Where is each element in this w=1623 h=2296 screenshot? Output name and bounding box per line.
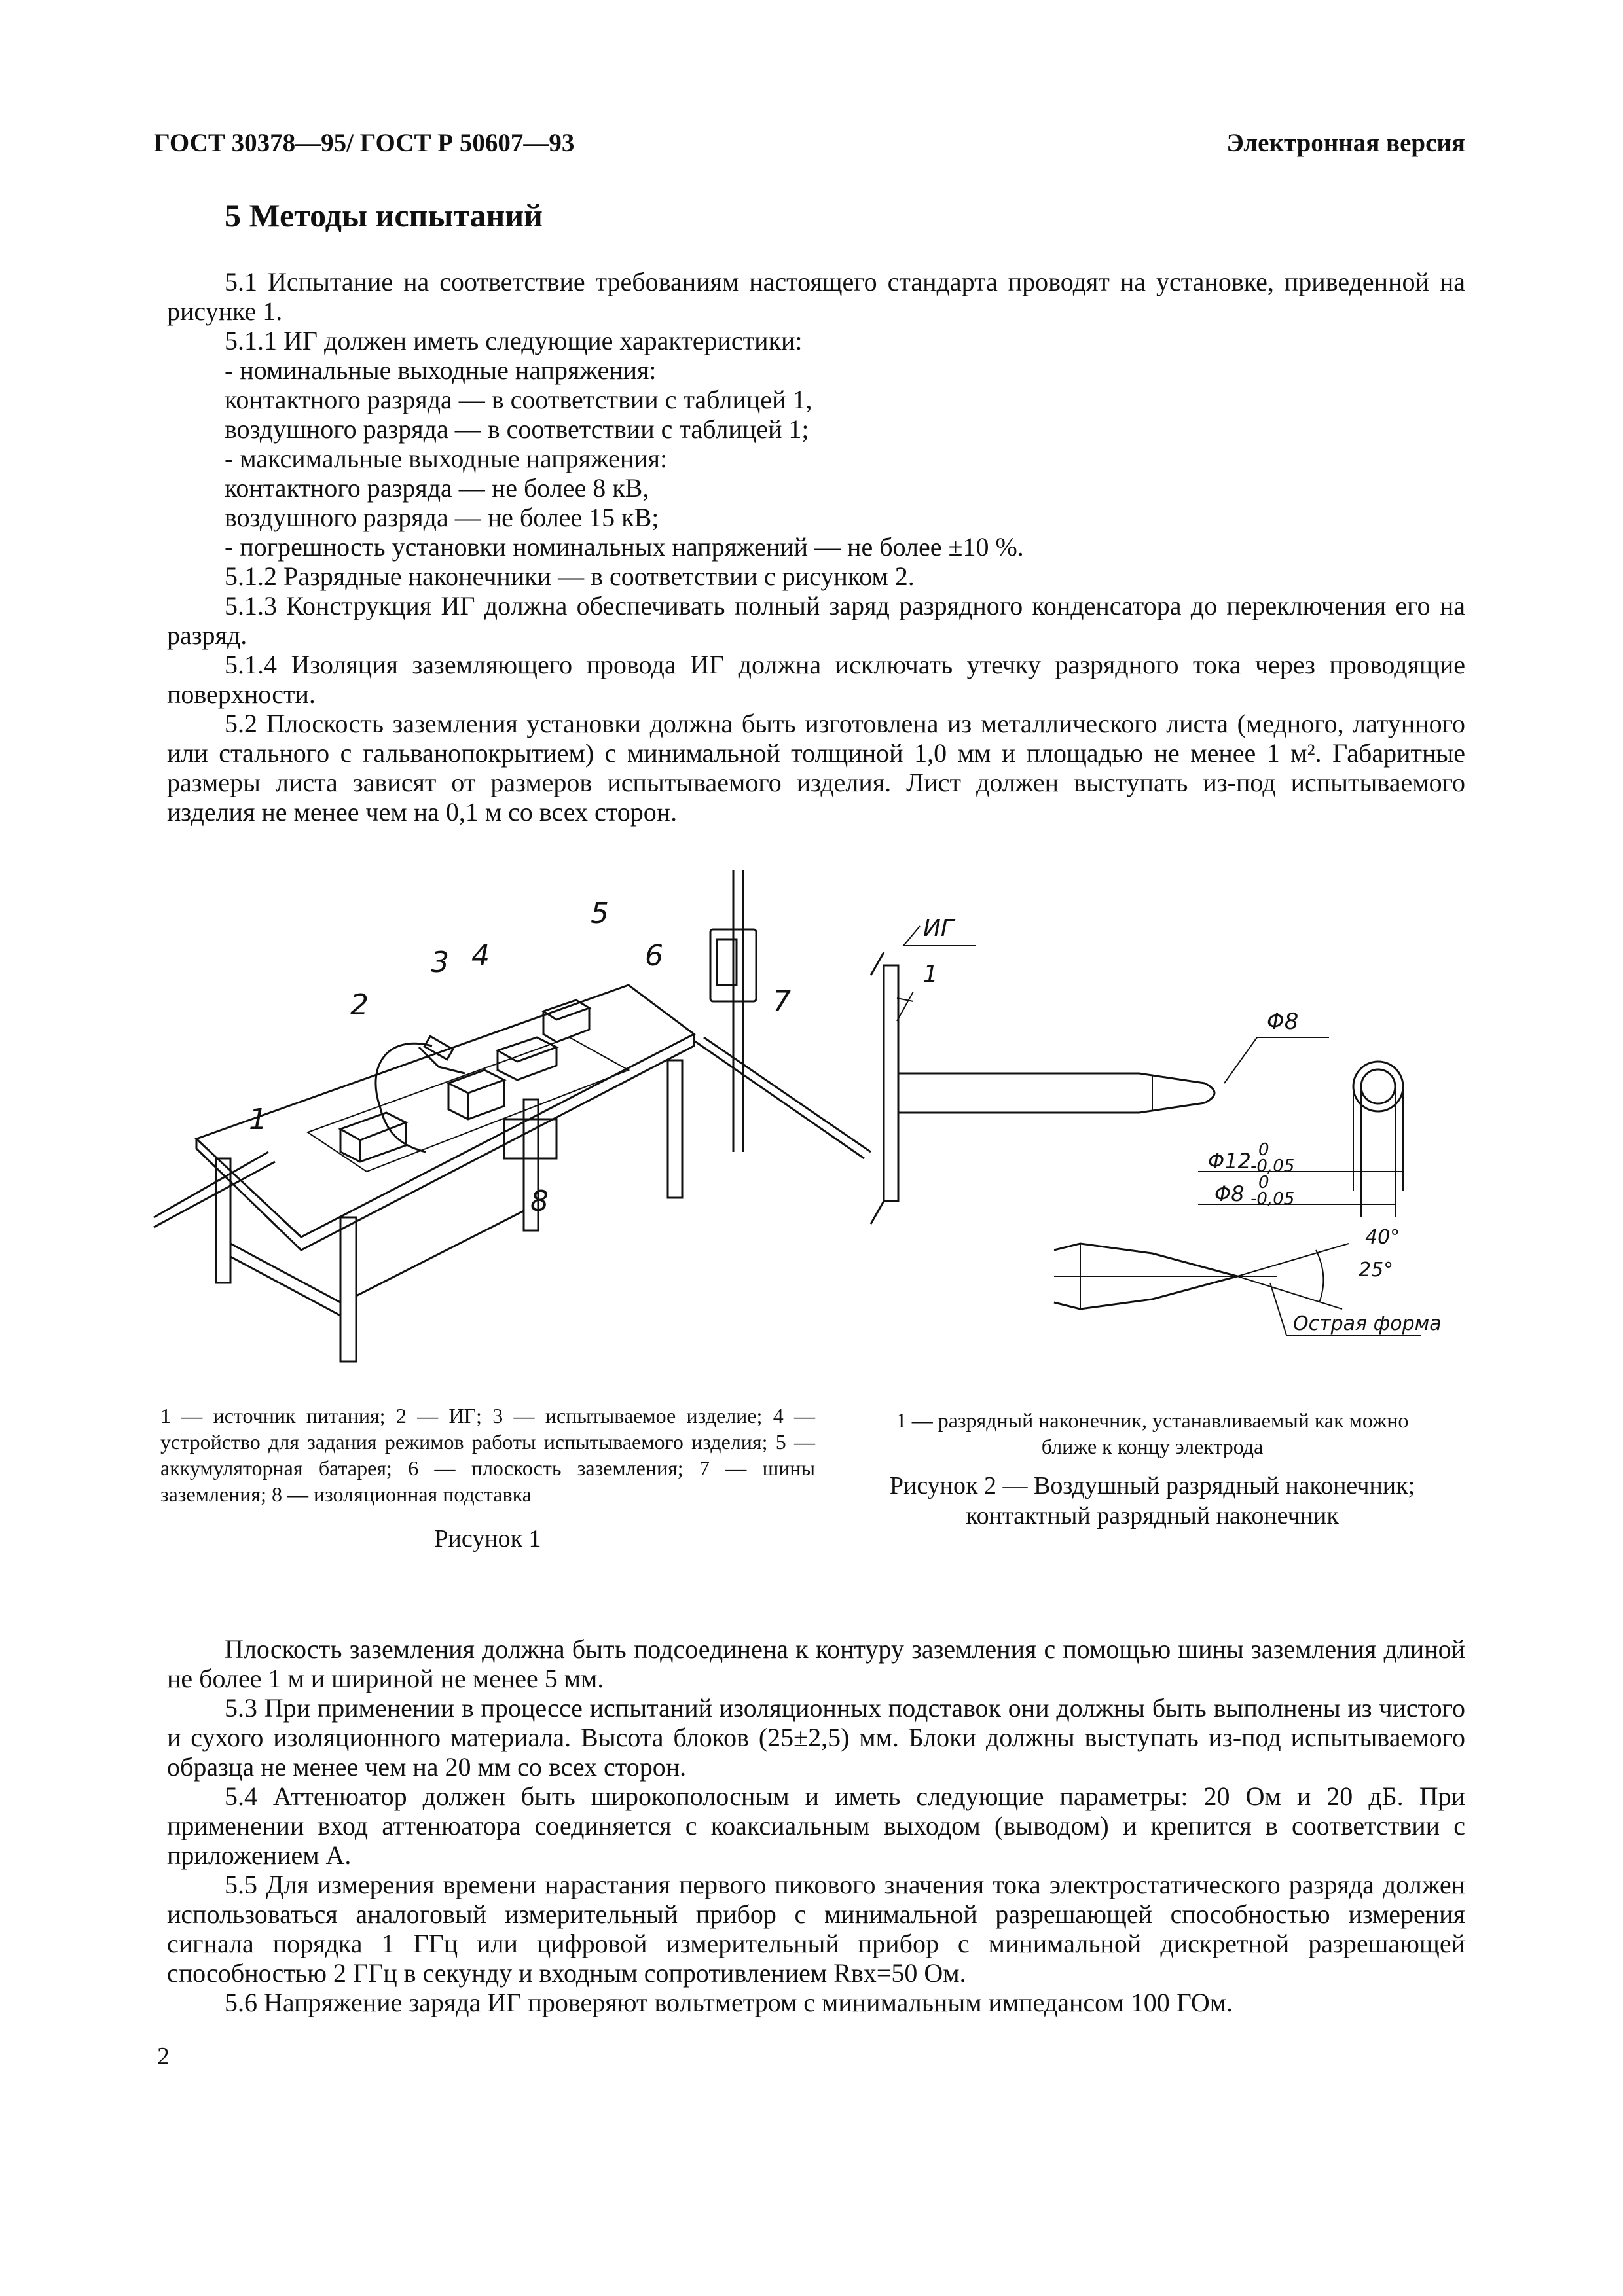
fig2-label-ig: ИГ bbox=[923, 915, 954, 942]
figure2-caption: 1 — разрядный наконечник, устанавливаемый как можно ближе к концу электрода bbox=[896, 1408, 1409, 1458]
fig2-dim-phi12: Φ12 bbox=[1208, 1149, 1251, 1174]
fig1-label-2: 2 bbox=[350, 988, 369, 1022]
paragraph: воздушного разряда — в соответствии с таблицей 1; bbox=[225, 414, 809, 444]
paragraph: контактного разряда — в соответствии с таблицей 1, bbox=[225, 385, 812, 414]
paragraph: 5.1 Испытание на соответствие требованиям настоящего стандарта проводят на установке, приведенной на рисунке 1. bbox=[167, 267, 1465, 326]
fig1-label-8: 8 bbox=[530, 1185, 549, 1218]
fig2-dim-phi8: Φ8 bbox=[1267, 1009, 1299, 1035]
fig1-label-1: 1 bbox=[249, 1103, 267, 1136]
paragraph: - погрешность установки номинальных напряжений — не более ±10 %. bbox=[225, 532, 1024, 562]
paragraph: 5.6 Напряжение заряда ИГ проверяют вольтметром с минимальным импедансом 100 ГОм. bbox=[225, 1988, 1233, 2017]
section-title: 5 Методы испытаний bbox=[225, 197, 543, 234]
paragraph: воздушного разряда — не более 15 кВ; bbox=[225, 503, 659, 532]
fig1-label-7: 7 bbox=[773, 985, 791, 1018]
fig2-angle-25: 25° bbox=[1359, 1259, 1394, 1282]
fig2-dim-phi8b: Φ8 bbox=[1214, 1181, 1245, 1206]
paragraph: Плоскость заземления должна быть подсоединена к контуру заземления с помощью шины заземления длиной не более 1 м и шириной не менее 5 мм. bbox=[167, 1634, 1465, 1693]
fig2-sharp-label: Острая форма bbox=[1293, 1312, 1442, 1335]
fig2-dim-phi8b-tol: -0,05 bbox=[1250, 1189, 1295, 1209]
body-text-top bbox=[167, 267, 1465, 827]
paragraph: 5.1.4 Изоляция заземляющего провода ИГ должна исключать утечку разрядного тока через проводящие поверхности. bbox=[167, 650, 1465, 709]
paragraph: 5.2 Плоскость заземления установки должна быть изготовлена из металлического листа (медного, латунного или стального с гальванопокрытием) с минимальной толщиной 1,0 мм и площадью не менее 1 м². Габаритные размеры листа зависят от размеров испытываемого изделия. Лист должен выступать из-под испытываемого изделия не менее чем на 0,1 м со всех сторон. bbox=[167, 709, 1465, 827]
fig2-tol-zero-2: 0 bbox=[1258, 1173, 1269, 1193]
paragraph: - номинальные выходные напряжения: bbox=[225, 355, 657, 385]
fig1-label-4: 4 bbox=[471, 939, 490, 973]
version-label: Электронная версия bbox=[1226, 129, 1465, 157]
document-code: ГОСТ 30378—95/ ГОСТ Р 50607—93 bbox=[154, 129, 575, 157]
fig2-dim-phi12-tol: -0,05 bbox=[1250, 1157, 1295, 1176]
fig2-angle-40: 40° bbox=[1365, 1226, 1400, 1249]
figure1-drawing bbox=[151, 870, 884, 1374]
fig1-label-6: 6 bbox=[645, 939, 663, 973]
fig2-tol-zero-1: 0 bbox=[1258, 1140, 1269, 1160]
page-number: 2 bbox=[157, 2043, 170, 2070]
fig2-label-1: 1 bbox=[923, 961, 938, 988]
paragraph: 5.1.1 ИГ должен иметь следующие характеристики: bbox=[225, 326, 803, 355]
figure1-caption: 1 — источник питания; 2 — ИГ; 3 — испытываемое изделие; 4 — устройство для задания режимов работы испытываемого изделия; 5 — аккумуляторная батарея; 6 — плоскость заземления; 7 — шины заземления; 8 — изоляционная подставка bbox=[160, 1404, 815, 1506]
paragraph: 5.3 При применении в процессе испытаний изоляционных подставок они должны быть выполнены из чистого и сухого изоляционного материала. Высота блоков (25±2,5) мм. Блоки должны выступать из-под испытываемого образца не менее чем на 20 мм со всех сторон. bbox=[167, 1693, 1465, 1782]
figure2-title: Рисунок 2 — Воздушный разрядный наконечник; контактный разрядный наконечник bbox=[889, 1472, 1415, 1530]
body-text-bottom bbox=[167, 1634, 1465, 2017]
paragraph: 5.4 Аттенюатор должен быть широкополосным и иметь следующие параметры: 20 Ом и 20 дБ. При применении вход аттенюатора соединяется с коаксиальным выходом (выводом) и крепится в соответствии с приложением А. bbox=[167, 1782, 1465, 1870]
paragraph: 5.1.3 Конструкция ИГ должна обеспечивать полный заряд разрядного конденсатора до переключения его на разряд. bbox=[167, 591, 1465, 650]
paragraph: - максимальные выходные напряжения: bbox=[225, 444, 668, 473]
paragraph: 5.5 Для измерения времени нарастания первого пикового значения тока электростатического разряда должен использоваться аналоговый измерительный прибор с минимальной разрешающей способностью измерения сигнала порядка 1 ГГц или цифровой измерительный прибор с минимальной дискретной разрешающей способностью 2 ГГц в секунду и входным сопротивлением Rвх=50 Ом. bbox=[167, 1870, 1465, 1988]
figure1-title: Рисунок 1 bbox=[434, 1525, 541, 1552]
figure2-drawing bbox=[858, 890, 1460, 1374]
paragraph: контактного разряда — не более 8 кВ, bbox=[225, 473, 649, 503]
fig1-label-5: 5 bbox=[591, 897, 609, 930]
paragraph: 5.1.2 Разрядные наконечники — в соответствии с рисунком 2. bbox=[225, 562, 915, 591]
fig1-label-3: 3 bbox=[431, 946, 449, 979]
